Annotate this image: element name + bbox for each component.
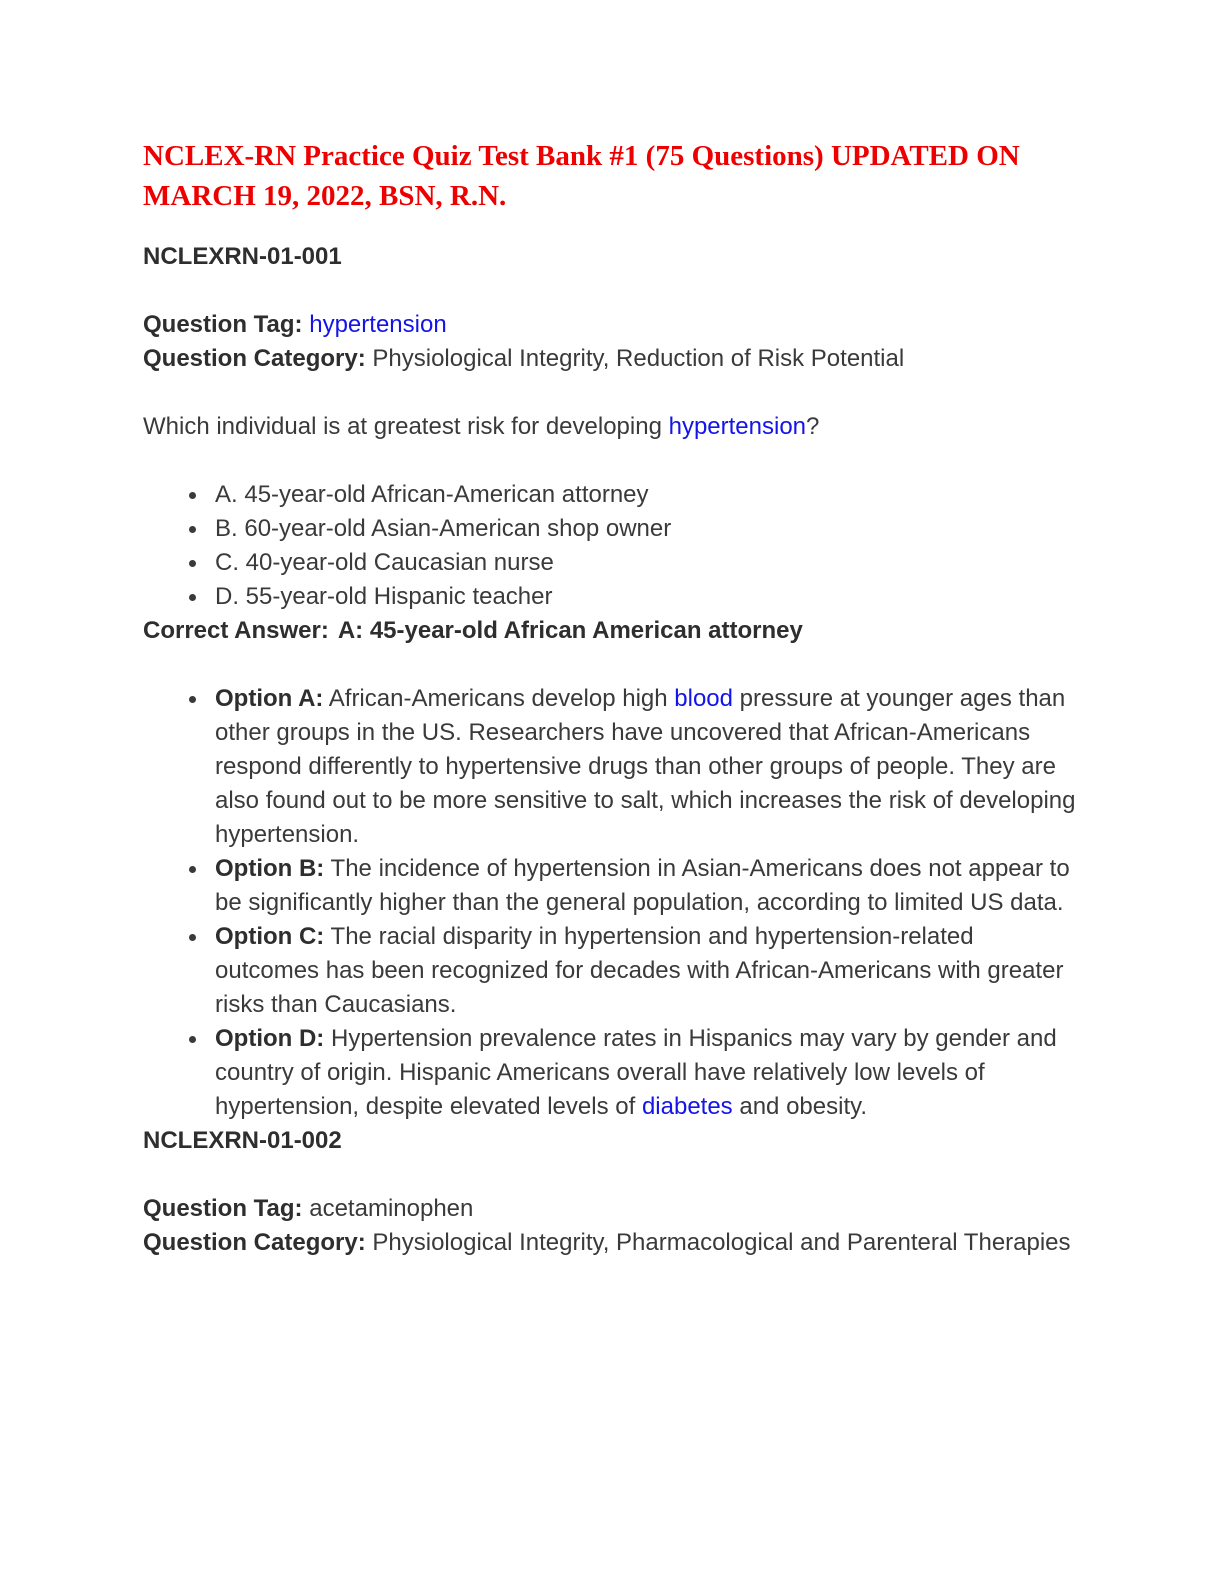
rationales-list xyxy=(143,682,1080,1124)
question-1-stem xyxy=(143,410,1080,444)
question-2-id: NCLEXRN-01-002 xyxy=(143,1127,342,1154)
rationale-b-label: Option B: xyxy=(215,855,325,882)
question-2-tag-value: acetaminophen xyxy=(309,1195,474,1222)
question-2-meta xyxy=(143,1192,1080,1260)
rationale-a-blood-link[interactable]: blood xyxy=(674,685,734,712)
question-2-tag-label: Question Tag: xyxy=(143,1195,303,1222)
rationale-option-c xyxy=(143,920,1080,1022)
answer-choices-list xyxy=(143,478,1080,614)
rationale-a-text-post: pressure at younger ages than other groups in the US. Researchers have uncovered that African-Americans respond differently to hypertensive drugs than other groups of people. They are also found out to be more sensitive to salt, which increases the risk of developing hypertension. xyxy=(215,685,1076,848)
question-category-value: Physiological Integrity, Reduction of Risk Potential xyxy=(372,345,905,372)
correct-answer-line xyxy=(143,614,1080,648)
choice-a xyxy=(143,478,1080,512)
correct-answer-label: Correct Answer: xyxy=(143,617,329,644)
choice-b xyxy=(143,512,1080,546)
question-category-label: Question Category: xyxy=(143,345,366,372)
rationale-option-a xyxy=(143,682,1080,852)
stem-text: Which individual is at greatest risk for developing xyxy=(143,413,669,440)
question-tag-label: Question Tag: xyxy=(143,311,303,338)
choice-c xyxy=(143,546,1080,580)
rationale-d-text: Hypertension prevalence rates in Hispanics may vary by gender and country of origin. Hispanic Americans overall have relatively low levels of hypertension, despite elevated levels of xyxy=(215,1025,1057,1120)
rationale-d-diabetes-link[interactable]: diabetes xyxy=(641,1093,733,1120)
document-title: NCLEX-RN Practice Quiz Test Bank #1 (75 Questions) UPDATED ON MARCH 19, 2022, BSN, R.N. xyxy=(143,140,1020,212)
rationale-a-text: African-Americans develop high xyxy=(328,685,675,712)
correct-answer-value: A: 45-year-old African American attorney xyxy=(337,617,803,644)
rationale-b-text: The incidence of hypertension in Asian-Americans does not appear to be significantly higher than the general population, according to limited US data. xyxy=(215,855,1070,916)
question-1-meta xyxy=(143,308,1080,376)
rationale-option-d xyxy=(143,1022,1080,1124)
stem-hypertension-link[interactable]: hypertension xyxy=(668,413,807,440)
choice-b-text: B. 60-year-old Asian-American shop owner xyxy=(215,515,672,542)
rationale-c-text: The racial disparity in hypertension and hypertension-related outcomes has been recognized for decades with African-Americans with greater risks than Caucasians. xyxy=(215,923,1064,1018)
rationale-a-label: Option A: xyxy=(215,685,324,712)
rationale-d-label: Option D: xyxy=(215,1025,325,1052)
choice-d-text: D. 55-year-old Hispanic teacher xyxy=(215,583,553,610)
question-tag-link[interactable]: hypertension xyxy=(309,311,447,338)
rationale-d-text-post: and obesity. xyxy=(732,1093,867,1120)
choice-d xyxy=(143,580,1080,614)
choice-a-text: A. 45-year-old African-American attorney xyxy=(215,481,649,508)
choice-c-text: C. 40-year-old Caucasian nurse xyxy=(215,549,554,576)
stem-suffix: ? xyxy=(806,413,820,440)
question-2-category-label: Question Category: xyxy=(143,1229,366,1256)
question-1-id: NCLEXRN-01-001 xyxy=(143,243,342,270)
question-2-category-value: Physiological Integrity, Pharmacological and Parenteral Therapies xyxy=(372,1229,1071,1256)
rationale-option-b xyxy=(143,852,1080,920)
rationale-c-label: Option C: xyxy=(215,923,325,950)
